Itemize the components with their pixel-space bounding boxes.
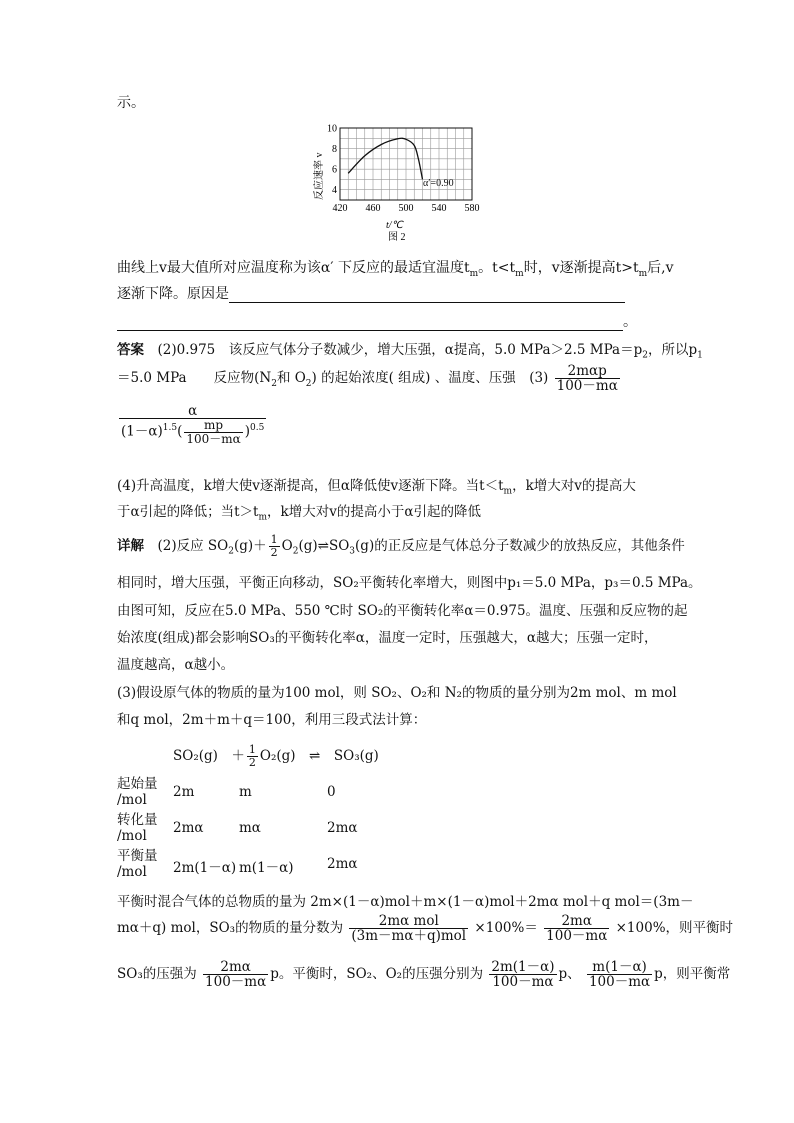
cell: 2mα bbox=[327, 856, 358, 872]
cell: 2mα bbox=[173, 820, 204, 836]
detail-line-2: 相同时，增大压强，平衡正向移动，SO₂平衡转化率增大，则图中p₁＝5.0 MPa，p₃＝0.5 MPa。 bbox=[117, 575, 702, 591]
row-label-initial: 起始量 /mol bbox=[117, 776, 158, 808]
y-tick-labels bbox=[327, 124, 337, 197]
detail-line-8: 平衡时混合气体的总物质的量为 2m×(1－α)mol＋m×(1－α)mol＋2mα mol＋q mol＝(3m－ bbox=[117, 894, 694, 910]
detail-line-9: mα＋q) mol，SO₃的物质的量分数为 $\frac{\text{2mα mol}}{\text{(3m－mα＋q)mol}}$ ×100%＝ $\frac{2m\alpha}{100-m\alpha}$ ×100%，则平衡时 bbox=[117, 913, 734, 945]
detail-line-5: 温度越高，α越小。 bbox=[117, 657, 235, 673]
cell: 2m(1－α) bbox=[173, 860, 237, 876]
three-step-table bbox=[117, 740, 677, 880]
answer-line-3 bbox=[117, 404, 268, 445]
detail-line-6: (3)假设原气体的物质的量为100 mol，则 SO₂、O₂和 N₂的物质的量分别为2m mol、m mol bbox=[117, 685, 677, 701]
curve-annotation: α′=0.90 bbox=[423, 178, 454, 189]
detail-line-3: 由图可知，反应在5.0 MPa、550 ℃时 SO₂的平衡转化率α＝0.975。温度、压强和反应物的起 bbox=[117, 603, 688, 619]
cell: 2mα bbox=[327, 820, 358, 836]
answer-line-2: ＝5.0 MPa 反应物($N_2$和 $O_2$) 的起始浓度( 组成) 、温度、压强 (3) $\frac{\text{2mαp}}{100-m\alpha}$ bbox=[117, 363, 618, 395]
cell: mα bbox=[239, 820, 261, 836]
y-tick-label: 6 bbox=[332, 164, 337, 176]
detail-line-4: 始浓度(组成)都会影响SO₃的平衡转化率α，温度一定时，压强越大，α越大；压强一定时， bbox=[117, 630, 658, 646]
chart-caption: 图 2 bbox=[388, 232, 406, 243]
x-tick-label: 500 bbox=[398, 203, 414, 214]
question-line-1: 曲线上v最大值所对应温度称为该α′ 下反应的最适宜温度$t_m$。$t<t_m$时，v逐渐提高$t>t_m$后,v bbox=[117, 260, 674, 279]
y-tick-label: 4 bbox=[332, 185, 337, 197]
row-label-change: 转化量 /mol bbox=[117, 812, 158, 844]
answer-blank-2 bbox=[117, 316, 623, 331]
row-label-equilibrium: 平衡量 /mol bbox=[117, 848, 158, 880]
x-tick-label: 420 bbox=[332, 203, 348, 214]
question-line-2: 逐渐下降。原因是 bbox=[117, 283, 625, 303]
rate-temperature-chart bbox=[300, 118, 500, 248]
x-tick-label: 580 bbox=[464, 203, 480, 214]
y-axis-label: 反应速率 v bbox=[314, 152, 325, 200]
table-equation: SO₂(g) ＋ $\frac{1}{2}$ O₂(g) ⇌ SO₃(g) bbox=[173, 743, 379, 769]
x-axis-label: t/℃ bbox=[386, 220, 403, 231]
fraction-kp-2: α $(1-\alpha)^{1.5}$( $\frac{mp}{100-m\alpha}$ )$^{0.5}$ bbox=[121, 403, 265, 446]
question-line-3: 。 bbox=[117, 311, 637, 331]
answer-line-1: 答案 (2)0.975 该反应气体分子数减少，增大压强，α提高，5.0 MPa＞2.5 $MPa=p_2$，所以$p_1$ bbox=[117, 342, 703, 361]
x-tick-label: 540 bbox=[431, 203, 447, 214]
detail-line-10: SO₃的压强为 $\frac{2m\alpha}{100-m\alpha}$ p。平衡时，SO₂、O₂的压强分别为 $\frac{2m(1-\alpha)}{100-m\alpha}$ p、 $\frac{m(1-\alpha)}{100-m\alpha}$ p，则平衡常 bbox=[117, 959, 731, 991]
y-tick-label: 10 bbox=[327, 123, 337, 135]
cell: m(1－α) bbox=[239, 860, 294, 876]
answer-line-5: 于α引起的降低；当$t>t_m$，k增大对v的提高小于α引起的降低 bbox=[117, 504, 481, 523]
x-tick-label: 460 bbox=[365, 203, 381, 214]
answer-line-4: (4)升高温度，k增大使v逐渐提高，但α降低使v逐渐下降。当$t<t_m$，k增大对v的提高大 bbox=[117, 478, 636, 497]
y-tick-label: 8 bbox=[332, 144, 337, 156]
cell: 0 bbox=[327, 784, 336, 800]
fraction-kp-1: $\frac{\text{2mαp}}{100-m\alpha}$ bbox=[556, 363, 618, 395]
detail-line-7: 和q mol，2m＋m＋q＝100，利用三段式法计算： bbox=[117, 712, 427, 728]
cell: m bbox=[239, 784, 252, 800]
detail-line-1: 详解 (2)反应 $SO_2(g)+$ $\frac{1}{2}$ $O_2(g)\rightleftharpoons SO_3(g)$的正反应是气体总分子数减少的放热反应，其他条件 bbox=[117, 533, 685, 559]
answer-blank-1 bbox=[229, 288, 625, 303]
x-tick-labels bbox=[333, 203, 480, 214]
cell: 2m bbox=[173, 784, 195, 800]
continuation-text: 示。 bbox=[117, 95, 145, 111]
